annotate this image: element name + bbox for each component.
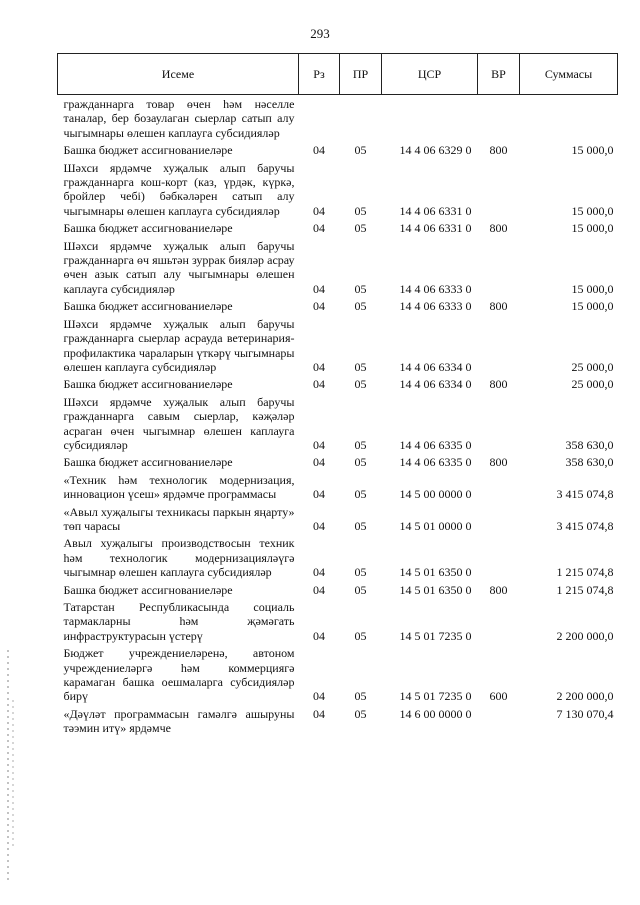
header-rz: Рз [299,54,340,95]
row-csr [382,95,478,142]
row-pr: 05 [354,221,367,236]
table-row [58,705,618,737]
row-csr: 14 4 06 6331 0 [399,203,472,218]
table-row [58,453,618,470]
row-rz: 04 [313,565,325,580]
row-pr: 05 [354,377,367,392]
row-name: Шәхси ярдәмче хуҗалык алып баручы гражданнарга өч яшьтән зуррак бияләр асрау өчен азык сатып алу чыгымнары өлешен каплауга субсидияләр [63,238,295,296]
row-pr: 05 [354,143,367,158]
row-csr: 14 6 00 0000 0 [399,706,472,721]
row-csr: 14 5 01 6350 0 [399,582,472,597]
row-sum: 15 000,0 [571,143,614,158]
row-rz: 04 [313,359,325,374]
row-vr [478,159,520,220]
page-number: 293 [310,26,330,41]
row-name: Башка бюджет ассигнованиеләре [63,377,233,392]
row-sum: 2 200 000,0 [556,628,614,643]
row-vr [478,705,520,737]
row-name: Шәхси ярдәмче хуҗалык алып баручы гражданнарга савым сыерлар, кәҗәләр асраган өчен чыгымнар өлешен каплауга субсидияләр [63,394,295,452]
scan-margin-marks [12,700,14,850]
row-vr: 600 [489,689,508,704]
row-vr: 800 [489,221,508,236]
row-csr: 14 4 06 6335 0 [399,437,472,452]
row-csr: 14 4 06 6334 0 [399,359,472,374]
table-row [58,297,618,314]
row-vr [478,95,520,142]
row-name: Башка бюджет ассигнованиеләре [63,221,233,236]
row-pr [340,95,382,142]
row-pr: 05 [354,518,367,533]
row-pr: 05 [354,281,367,296]
row-name: гражданнарга товар өчен һәм нәселле таналар, бер бозаулаган сыерлар сатып алу чыгымнары өлешен каплауга субсидияләр [63,97,295,140]
table-row [58,644,618,705]
table-row [58,471,618,503]
row-sum: 15 000,0 [571,203,614,218]
row-name: «Дәүләт программасын гамәлгә ашыруны тәэмин итү» ярдәмче [63,706,295,736]
budget-table [57,53,618,737]
table-row [58,581,618,598]
row-name: Башка бюджет ассигнованиеләре [63,582,233,597]
row-rz: 04 [313,487,325,502]
row-name: Башка бюджет ассигнованиеләре [63,299,233,314]
row-sum: 15 000,0 [571,299,614,314]
row-pr: 05 [354,487,367,502]
table-row [58,237,618,298]
row-sum: 358 630,0 [565,437,614,452]
row-vr [478,503,520,535]
row-name: «Техник һәм технологик модернизация, инновацион үсеш» ярдәмче программасы [63,472,295,502]
row-pr: 05 [354,706,367,721]
row-csr: 14 5 01 7235 0 [399,628,472,643]
row-vr: 800 [489,582,508,597]
row-name: Башка бюджет ассигнованиеләре [63,143,233,158]
row-name: Бюджет учреждениеләренә, автоном учреждениеләргә һәм коммерциягә карамаган башка оешмаларга субсидияләр бирү [63,646,295,704]
row-sum: 1 215 074,8 [556,565,614,580]
header-pr: ПР [340,54,382,95]
row-sum: 2 200 000,0 [556,689,614,704]
table-row [58,598,618,644]
row-name: Шәхси ярдәмче хуҗалык алып баручы гражданнарга кош-корт (каз, үрдәк, күркә, бройлер чебі) бәбкәләрен сатып алу чыгымнары өлешен каплауга субсидияләр [63,160,295,218]
row-rz: 04 [313,299,325,314]
row-rz: 04 [313,582,325,597]
row-csr: 14 5 01 0000 0 [399,518,472,533]
row-sum: 3 415 074,8 [556,487,614,502]
row-name: Шәхси ярдәмче хуҗалык алып баручы гражданнарга сыерлар асрауда ветеринария-профилактика чараларын үткәрү чыгымнары өлешен каплауга субсидияләр [63,316,295,374]
row-csr: 14 5 01 7235 0 [399,689,472,704]
row-rz: 04 [313,437,325,452]
row-rz: 04 [313,221,325,236]
row-sum: 25 000,0 [571,377,614,392]
row-pr: 05 [354,628,367,643]
row-vr [478,393,520,454]
table-row [58,534,618,580]
row-rz: 04 [313,143,325,158]
header-vr: ВР [478,54,520,95]
row-pr: 05 [354,299,367,314]
row-sum: 7 130 070,4 [556,706,614,721]
table-row [58,375,618,392]
row-vr [478,237,520,298]
row-sum: 358 630,0 [565,455,614,470]
row-vr: 800 [489,143,508,158]
table-row [58,159,618,220]
table-row [58,315,618,376]
row-csr: 14 5 00 0000 0 [399,487,472,502]
row-vr [478,534,520,580]
row-pr: 05 [354,455,367,470]
row-sum: 15 000,0 [571,221,614,236]
row-sum: 3 415 074,8 [556,518,614,533]
row-name: Башка бюджет ассигнованиеләре [63,455,233,470]
row-pr: 05 [354,582,367,597]
row-vr: 800 [489,455,508,470]
row-rz: 04 [313,628,325,643]
row-pr: 05 [354,359,367,374]
row-vr: 800 [489,299,508,314]
row-csr: 14 4 06 6333 0 [399,299,472,314]
scan-margin-marks [7,650,9,880]
row-name: Татарстан Республикасында социаль тармакларны һәм җәмәгать инфраструктурасын үстерү [63,600,295,643]
row-rz: 04 [313,455,325,470]
row-vr [478,598,520,644]
row-rz [299,95,340,142]
row-pr: 05 [354,565,367,580]
row-csr: 14 4 06 6331 0 [399,221,472,236]
row-pr: 05 [354,437,367,452]
row-rz: 04 [313,281,325,296]
table-row [58,141,618,158]
row-csr: 14 4 06 6334 0 [399,377,472,392]
row-pr: 05 [354,203,367,218]
table-header-row [58,54,618,95]
row-rz: 04 [313,706,325,721]
row-name: «Авыл хуҗалыгы техникасы паркын яңарту» төп чарасы [63,504,295,533]
row-csr: 14 4 06 6333 0 [399,281,472,296]
row-sum: 1 215 074,8 [556,582,614,597]
row-vr: 800 [489,377,508,392]
header-sum: Суммасы [520,54,618,95]
row-rz: 04 [313,518,325,533]
row-rz: 04 [313,689,325,704]
row-name: Авыл хуҗалыгы производствосын техник һәм технологик модернизацияләүгә чыгымнар өлешен каплауга субсидияләр [63,536,295,580]
table-row [58,219,618,236]
table-row [58,503,618,535]
table-row [58,393,618,454]
row-pr: 05 [354,689,367,704]
row-csr: 14 4 06 6329 0 [399,143,472,158]
row-sum: 25 000,0 [571,359,614,374]
row-csr: 14 4 06 6335 0 [399,455,472,470]
table-row [58,95,618,142]
header-name: Исеме [58,54,299,95]
row-vr [478,315,520,376]
row-rz: 04 [313,377,325,392]
row-vr [478,471,520,503]
row-sum [520,95,618,142]
row-rz: 04 [313,203,325,218]
row-csr: 14 5 01 6350 0 [399,565,472,580]
row-sum: 15 000,0 [571,281,614,296]
header-csr: ЦСР [382,54,478,95]
